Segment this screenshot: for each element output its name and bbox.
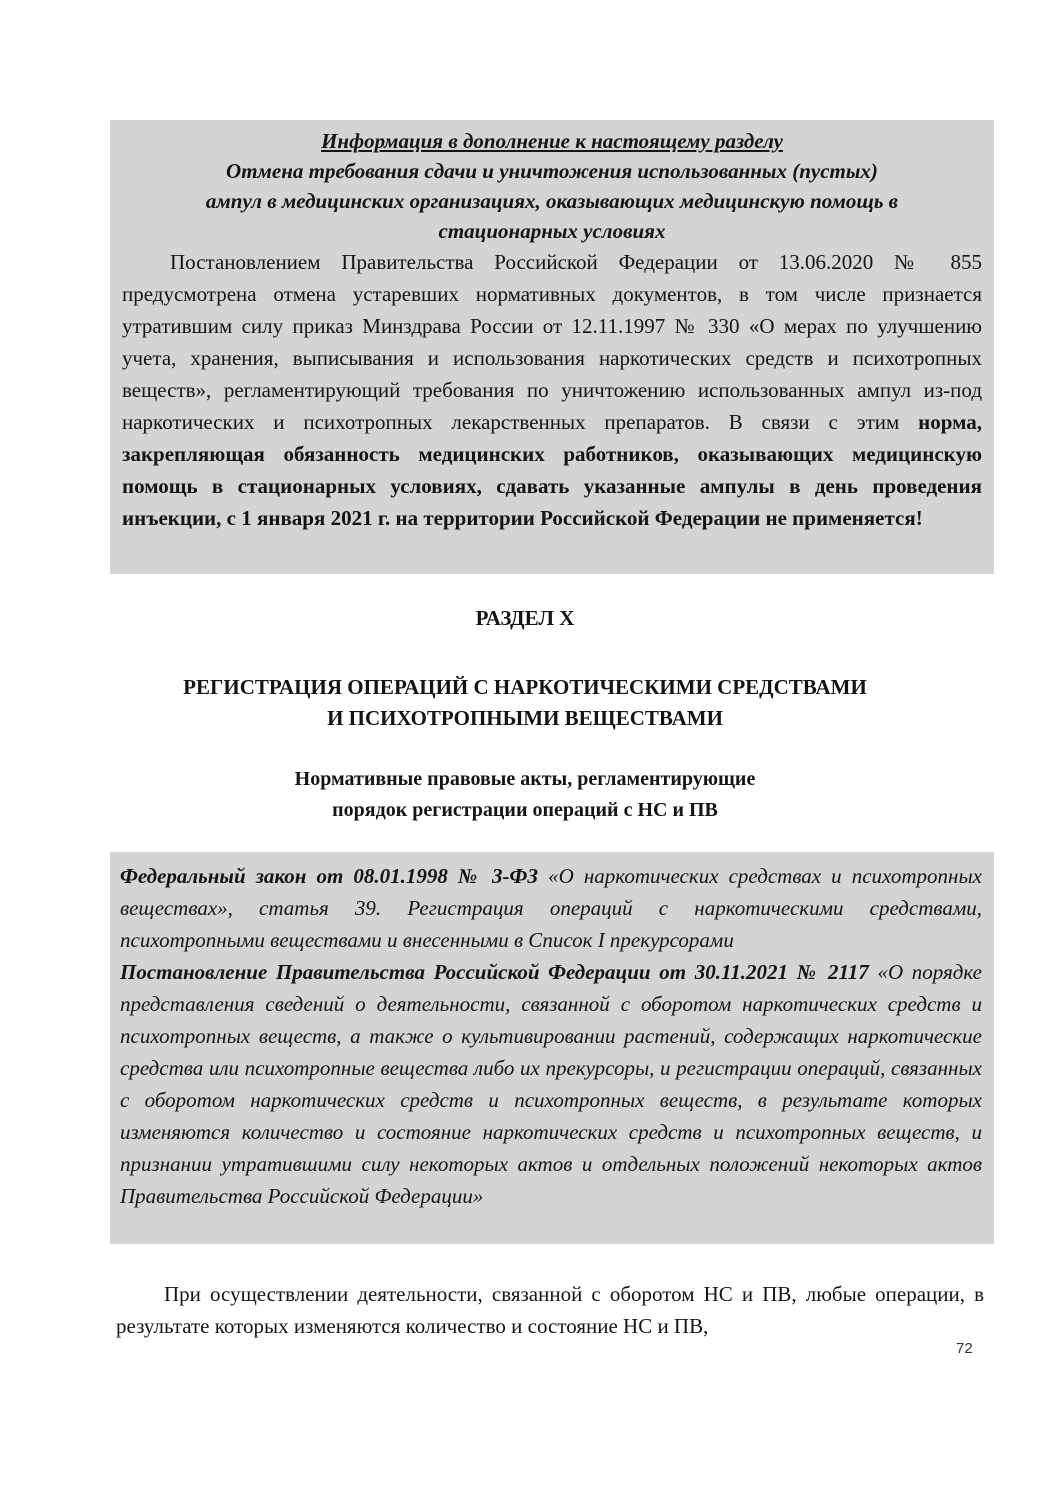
body-paragraph: При осуществлении деятельности, связанной с оборотом НС и ПВ, любые операции, в результате которых изменяются количество и состояние НС и ПВ, [116,1282,984,1338]
section-label: РАЗДЕЛ X [475,606,575,630]
act-government-decree-description: «О порядке представления сведений о деятельности, связанной с оборотом наркотических средств и психотропных веществ, а также о культивировании растений, содержащих наркотические средства или психотропные вещества либо их прекурсоры, и регистрации операций, связанных с оборотом наркотических средств и психотропных веществ, в результате которых изменяются количество и состояние наркотических средств и психотропных веществ, и признании утратившими силу некоторых актов и отдельных положений некоторых актов Правительства Российской Федерации» [120,960,982,1208]
info-box [110,120,994,574]
act-federal-law-title: Федеральный закон от 08.01.1998 № 3-ФЗ [120,864,539,888]
subsection-title-line: Нормативные правовые акты, регламентирующие [294,768,756,790]
act-government-decree-title: Постановление Правительства Российской Федерации от 30.11.2021 № 2117 [120,960,869,984]
info-box-paragraph-regular: Постановлением Правительства Российской Федерации от 13.06.2020 № 855 предусмотрена отмена устаревших нормативных документов, в том числе признается утратившим силу приказ Минздрава России от 12.11.1997 № 330 «О мерах по улучшению учета, хранения, выписывания и использования наркотических средств и психотропных веществ», регламентирующий требования по уничтожению использованных ампул из-под наркотических и психотропных лекарственных препаратов. В связи с этим [122,250,982,434]
section-title [0,672,1050,734]
info-box-paragraph [122,246,982,534]
info-box-subtitle-line: ампул в медицинских организациях, оказывающих медицинскую помощь в [205,189,899,213]
act-federal-law [120,860,982,956]
act-government-decree [120,956,982,1212]
page-number: 72 [956,1340,973,1357]
info-box-subtitle-line: стационарных условиях [438,219,666,243]
info-box-subtitle-line: Отмена требования сдачи и уничтожения использованных (пустых) [226,159,878,183]
section-title-line: И ПСИХОТРОПНЫМИ ВЕЩЕСТВАМИ [327,706,723,730]
info-box-title: Информация в дополнение к настоящему разделу [321,129,783,153]
act-federal-law-description: «О наркотических средствах и психотропных веществах», статья 39. Регистрация операций с наркотическими средствами, психотропными веществами и внесенными в Список I прекурсорами [120,864,982,952]
acts-box [110,852,994,1244]
section-title-line: РЕГИСТРАЦИЯ ОПЕРАЦИЙ С НАРКОТИЧЕСКИМИ СРЕДСТВАМИ [183,675,867,699]
info-box-subtitle [122,156,982,246]
subsection-title [0,764,1050,826]
subsection-title-line: порядок регистрации операций с НС и ПВ [332,799,718,821]
info-box-paragraph-bold: норма, закрепляющая обязанность медицинских работников, оказывающих медицинскую помощь в стационарных условиях, сдавать указанные ампулы в день проведения инъекции, с 1 января 2021 г. на территории Российской Федерации не применяется! [122,410,982,530]
